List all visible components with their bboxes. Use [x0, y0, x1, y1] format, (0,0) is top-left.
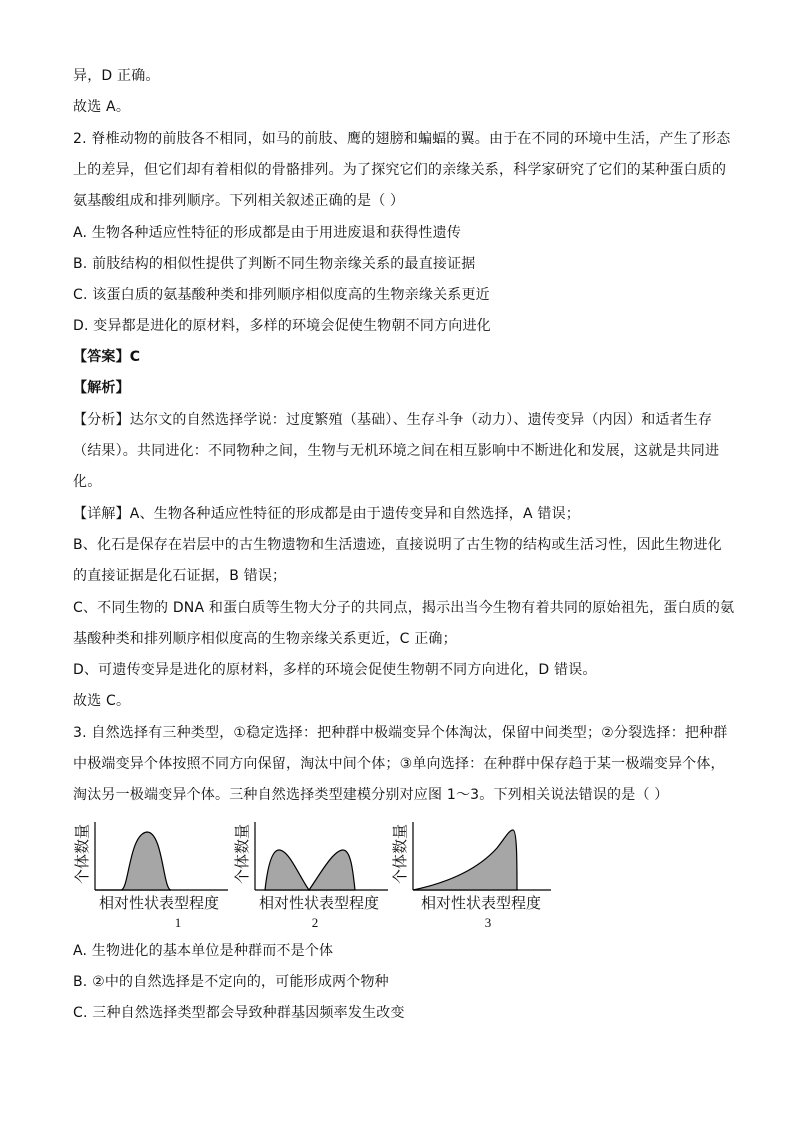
- distribution-curve-right-peak: [309, 850, 355, 890]
- figure-panel-3: [391, 812, 556, 932]
- y-axis-label: 个体数量: [73, 823, 91, 885]
- distribution-curve: [95, 832, 171, 890]
- analysis-heading: 【解析】: [73, 380, 130, 396]
- detail-text: 【详解】A、生物各种适应性特征的形成都是由于遗传变异和自然选择，A 错误；: [73, 506, 581, 522]
- option-c: C. 该蛋白质的氨基酸种类和排列顺序相似度高的生物亲缘关系更近: [73, 287, 490, 303]
- distribution-curve-left-peak: [265, 850, 309, 890]
- x-axis-label: 相对性状表型程度: [420, 894, 542, 912]
- selection-figure: [73, 812, 573, 932]
- question-3-stem: 3. 自然选择有三种类型，①稳定选择：把种群中极端变异个体淘汰，保留中间类型；②分裂选择：把种群: [73, 725, 728, 741]
- detail-text: D、可遗传变异是进化的原材料，多样的环境会促使生物朝不同方向进化，D 错误。: [73, 662, 597, 678]
- x-axis-label: 相对性状表型程度: [98, 894, 220, 912]
- option-b: B. 前肢结构的相似性提供了判断不同生物亲缘关系的最直接证据: [73, 256, 476, 272]
- question-2-stem: 上的差异，但它们却有着相似的骨骼排列。为了探究它们的亲缘关系，科学家研究了它们的某种蛋白质的: [73, 162, 727, 178]
- analysis-text: （结果）。共同进化：不同物种之间，生物与无机环境之间在相互影响中不断进化和发展，这就是共同进: [73, 443, 720, 459]
- panel-number: 2: [311, 915, 319, 930]
- option-d: D. 变异都是进化的原材料，多样的环境会促使生物朝不同方向进化: [73, 318, 491, 334]
- option-c: C. 三种自然选择类型都会导致种群基因频率发生改变: [73, 1005, 405, 1021]
- text-line: 故选 A。: [73, 99, 131, 115]
- detail-text: C、不同生物的 DNA 和蛋白质等生物大分子的共同点，揭示出当今生物有着共同的原始祖先，蛋白质的氨: [73, 600, 735, 616]
- option-a: A. 生物进化的基本单位是种群而不是个体: [73, 943, 334, 959]
- figure-panel-2: [233, 812, 393, 932]
- panel-number: 1: [174, 915, 182, 930]
- panel-number: 3: [484, 915, 492, 930]
- analysis-text: 化。: [73, 474, 102, 490]
- distribution-curve: [413, 830, 517, 890]
- text-line: 故选 C。: [73, 693, 131, 709]
- question-3-stem: 中极端变异个体按照不同方向保留，淘汰中间个体；③单向选择：在种群中保存趋于某一极端变异个体，: [73, 756, 725, 772]
- figure-panel-1: [73, 812, 233, 932]
- answer-label: 【答案】C: [73, 349, 141, 365]
- y-axis-label: 个体数量: [233, 823, 251, 885]
- text-line: 异，D 正确。: [73, 68, 160, 84]
- detail-text: B、化石是保存在岩层中的古生物遗物和生活遗迹，直接说明了古生物的结构或生活习性，因此生物进化: [73, 537, 722, 553]
- option-b: B. ②中的自然选择是不定向的，可能形成两个物种: [73, 974, 389, 990]
- option-a: A. 生物各种适应性特征的形成都是由于用进废退和获得性遗传: [73, 225, 462, 241]
- x-axis-label: 相对性状表型程度: [258, 894, 380, 912]
- question-2-stem: 氨基酸组成和排列顺序。下列相关叙述正确的是（ ）: [73, 193, 405, 209]
- question-2-stem: 2. 脊椎动物的前肢各不相同，如马的前肢、鹰的翅膀和蝙蝠的翼。由于在不同的环境中生活，产生了形态: [73, 131, 731, 147]
- analysis-text: 【分析】达尔文的自然选择学说：过度繁殖（基础）、生存斗争（动力）、遗传变异（内因）和适者生存: [73, 412, 713, 428]
- y-axis-label: 个体数量: [391, 823, 409, 885]
- detail-text: 的直接证据是化石证据，B 错误；: [73, 568, 287, 584]
- question-3-stem: 淘汰另一极端变异个体。三种自然选择类型建模分别对应图 1～3。下列相关说法错误的是（ ）: [73, 787, 669, 803]
- detail-text: 基酸种类和排列顺序相似度高的生物亲缘关系更近，C 正确；: [73, 631, 457, 647]
